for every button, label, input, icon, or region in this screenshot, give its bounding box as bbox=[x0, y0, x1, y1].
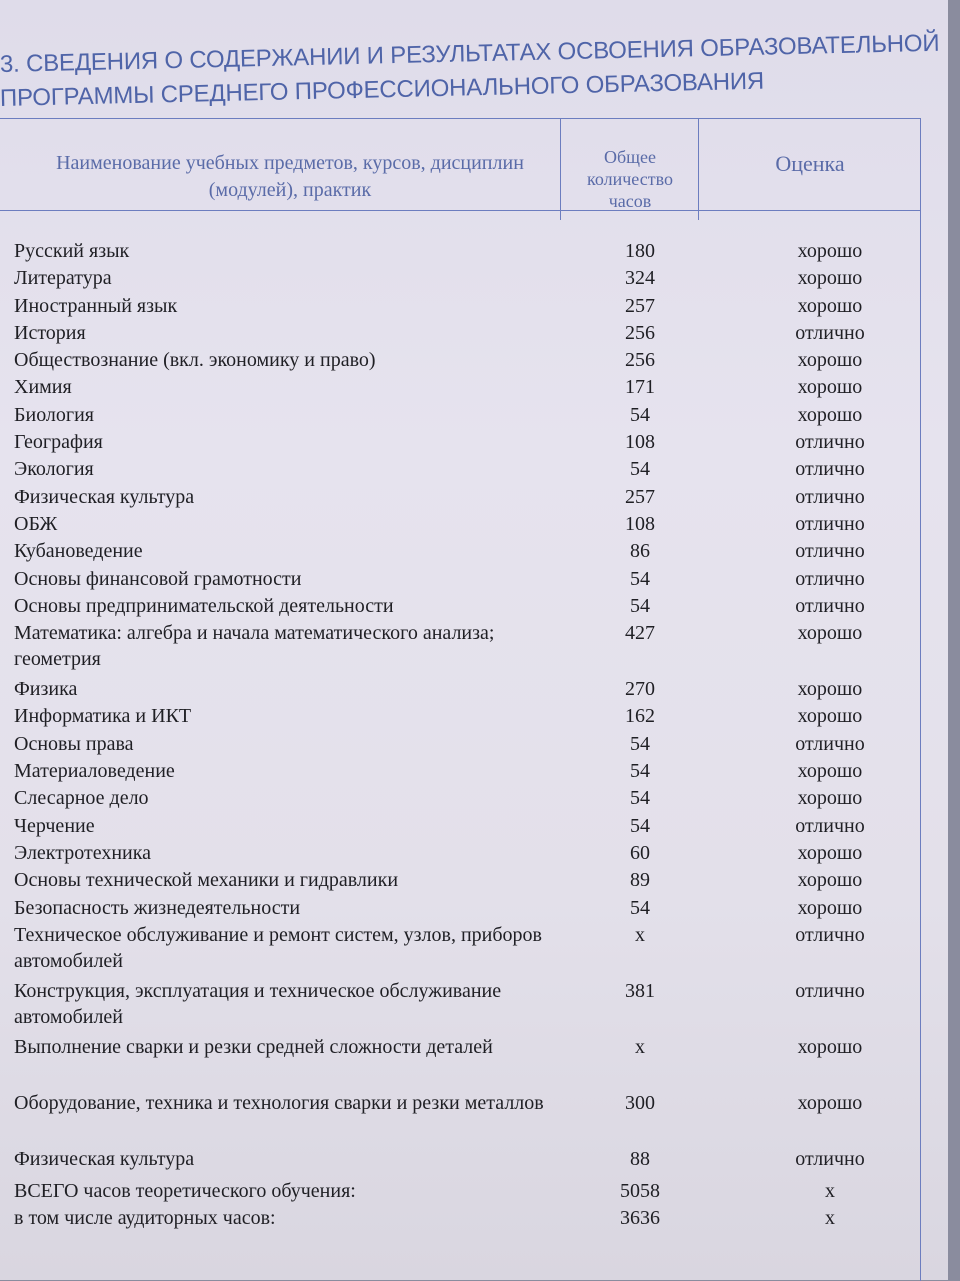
subject-name: Основы предпринимательской деятельности bbox=[14, 594, 394, 617]
table-row bbox=[0, 895, 920, 922]
table-row bbox=[0, 566, 920, 593]
subject-name: Электротехника bbox=[14, 841, 152, 864]
table-row bbox=[0, 293, 920, 320]
table-row bbox=[0, 347, 920, 374]
hours-value: 86 bbox=[630, 540, 650, 563]
grade-value: хорошо bbox=[797, 240, 863, 262]
subject-name: в том числе аудиторных часов: bbox=[14, 1207, 276, 1230]
table-row bbox=[0, 374, 920, 401]
grade-value: хорошо bbox=[797, 294, 863, 317]
subject-name: Основы технической механики и гидравлики bbox=[14, 869, 399, 892]
hours-value: 257 bbox=[625, 294, 655, 317]
hours-value: 89 bbox=[630, 869, 650, 892]
table-row bbox=[0, 265, 920, 292]
table-row bbox=[0, 1034, 920, 1090]
header-hours: Общее количество часов bbox=[587, 147, 673, 211]
grade-value: хорошо bbox=[797, 622, 863, 645]
section-title bbox=[0, 29, 940, 116]
hours-value: 54 bbox=[630, 732, 650, 755]
hours-value: 54 bbox=[630, 787, 650, 810]
grade-value: хорошо bbox=[797, 705, 863, 728]
table-row bbox=[0, 538, 920, 565]
grade-value: хорошо bbox=[797, 376, 863, 399]
hours-value: 54 bbox=[630, 760, 650, 783]
table-row bbox=[0, 840, 920, 867]
subject-name: Безопасность жизнедеятельности bbox=[14, 896, 301, 919]
table-row bbox=[0, 1205, 920, 1232]
subject-name: Техническое обслуживание и ремонт систем, узлов, приборов автомобилей bbox=[14, 923, 542, 972]
subject-name: Литература bbox=[14, 267, 112, 290]
subject-name: ОБЖ bbox=[14, 512, 58, 535]
grade-value: хорошо bbox=[797, 1091, 863, 1114]
subject-name: ВСЕГО часов теоретического обучения: bbox=[14, 1179, 356, 1202]
hours-value: 427 bbox=[625, 622, 655, 645]
grade-value: отлично bbox=[795, 1147, 865, 1170]
hours-value: 54 bbox=[630, 594, 650, 617]
subject-name: Материаловедение bbox=[14, 760, 175, 783]
grade-value: отлично bbox=[795, 594, 865, 617]
subject-name: Обществознание (вкл. экономику и право) bbox=[14, 349, 376, 372]
hours-value: 54 bbox=[630, 458, 650, 481]
grade-value: отлично bbox=[795, 567, 865, 590]
grade-value: отлично bbox=[795, 485, 865, 508]
table-row bbox=[0, 484, 920, 511]
grade-value: хорошо bbox=[797, 896, 863, 919]
table-row bbox=[0, 867, 920, 894]
grade-value: отлично bbox=[795, 458, 865, 481]
header-subject: Наименование учебных предметов, курсов, дисциплин (модулей), практик bbox=[56, 152, 524, 201]
section-title-line-1: 3. СВЕДЕНИЯ О СОДЕРЖАНИИ И РЕЗУЛЬТАТАХ ОСВОЕНИЯ ОБРАЗОВАТЕЛЬНОЙ bbox=[0, 29, 940, 78]
hours-value: 54 bbox=[630, 896, 650, 919]
column-divider-2 bbox=[698, 118, 699, 220]
hours-value: 171 bbox=[625, 376, 655, 399]
hours-value: 162 bbox=[625, 705, 655, 728]
subject-name: Основы финансовой грамотности bbox=[14, 567, 302, 590]
subject-name: Кубановедение bbox=[14, 540, 143, 563]
subject-name: Черчение bbox=[14, 814, 95, 837]
hours-value: 270 bbox=[625, 678, 655, 701]
hours-value: 381 bbox=[625, 979, 655, 1002]
subject-name: Информатика и ИКТ bbox=[14, 705, 192, 728]
hours-value: 180 bbox=[625, 240, 655, 262]
grade-value: отлично bbox=[795, 512, 865, 535]
grade-value: хорошо bbox=[797, 787, 863, 810]
hours-value: х bbox=[635, 1035, 645, 1058]
subject-name: Основы права bbox=[14, 732, 134, 755]
hours-value: 108 bbox=[625, 431, 655, 454]
subject-name: История bbox=[14, 321, 86, 344]
table-row bbox=[0, 731, 920, 758]
hours-value: 324 bbox=[625, 267, 655, 290]
table-row bbox=[0, 402, 920, 429]
grade-value: х bbox=[825, 1207, 835, 1230]
grade-value: хорошо bbox=[797, 678, 863, 701]
subject-name: Слесарное дело bbox=[14, 787, 149, 810]
grade-value: отлично bbox=[795, 923, 865, 946]
subject-name: Оборудование, техника и технология сварки и резки металлов bbox=[14, 1091, 544, 1114]
grade-value: хорошо bbox=[797, 760, 863, 783]
header-divider bbox=[0, 210, 920, 211]
table-row bbox=[0, 620, 920, 676]
table-row bbox=[0, 456, 920, 483]
column-divider-1 bbox=[560, 118, 561, 220]
hours-value: 54 bbox=[630, 403, 650, 426]
grade-value: отлично bbox=[795, 540, 865, 563]
table-row bbox=[0, 922, 920, 978]
grade-value: хорошо bbox=[797, 869, 863, 892]
subject-name: Русский язык bbox=[14, 240, 130, 262]
grade-value: хорошо bbox=[797, 841, 863, 864]
grade-value: отлично bbox=[795, 732, 865, 755]
table-row bbox=[0, 320, 920, 347]
table-row bbox=[0, 703, 920, 730]
table-row bbox=[0, 758, 920, 785]
grade-value: хорошо bbox=[797, 349, 863, 372]
table-row bbox=[0, 238, 920, 265]
subject-name: Математика: алгебра и начала математического анализа; геометрия bbox=[14, 622, 495, 671]
table-row bbox=[0, 1146, 920, 1178]
table-row bbox=[0, 1178, 920, 1205]
hours-value: 54 bbox=[630, 567, 650, 590]
subject-name: Выполнение сварки и резки средней сложности деталей bbox=[14, 1035, 493, 1058]
table-row bbox=[0, 785, 920, 812]
grade-value: отлично bbox=[795, 979, 865, 1002]
grade-value: отлично bbox=[795, 431, 865, 454]
hours-value: 5058 bbox=[620, 1179, 660, 1202]
hours-value: х bbox=[635, 923, 645, 946]
results-table-body bbox=[0, 238, 920, 1232]
grade-value: х bbox=[825, 1179, 835, 1202]
grade-value: хорошо bbox=[797, 1035, 863, 1058]
grade-value: хорошо bbox=[797, 267, 863, 290]
table-row bbox=[0, 978, 920, 1034]
hours-value: 54 bbox=[630, 814, 650, 837]
section-title-line-2: ПРОГРАММЫ СРЕДНЕГО ПРОФЕССИОНАЛЬНОГО ОБРАЗОВАНИЯ bbox=[0, 67, 765, 112]
grade-value: отлично bbox=[795, 321, 865, 344]
table-row bbox=[0, 813, 920, 840]
hours-value: 256 bbox=[625, 321, 655, 344]
table-row bbox=[0, 429, 920, 456]
hours-value: 256 bbox=[625, 349, 655, 372]
subject-name: Физическая культура bbox=[14, 1147, 195, 1170]
hours-value: 108 bbox=[625, 512, 655, 535]
subject-name: География bbox=[14, 431, 103, 454]
hours-value: 88 bbox=[630, 1147, 650, 1170]
subject-name: Биология bbox=[14, 403, 95, 426]
table-row bbox=[0, 511, 920, 538]
subject-name: Физика bbox=[14, 678, 78, 701]
subject-name: Химия bbox=[14, 376, 72, 399]
table-row bbox=[0, 1090, 920, 1146]
subject-name: Экология bbox=[14, 458, 94, 481]
hours-value: 3636 bbox=[620, 1207, 660, 1230]
header-grade: Оценка bbox=[775, 151, 845, 176]
subject-name: Конструкция, эксплуатация и техническое обслуживание автомобилей bbox=[14, 979, 502, 1028]
hours-value: 300 bbox=[625, 1091, 655, 1114]
subject-name: Физическая культура bbox=[14, 485, 195, 508]
hours-value: 257 bbox=[625, 485, 655, 508]
grade-value: хорошо bbox=[797, 403, 863, 426]
grade-value: отлично bbox=[795, 814, 865, 837]
table-row bbox=[0, 676, 920, 703]
table-row bbox=[0, 593, 920, 620]
hours-value: 60 bbox=[630, 841, 650, 864]
subject-name: Иностранный язык bbox=[14, 294, 178, 317]
